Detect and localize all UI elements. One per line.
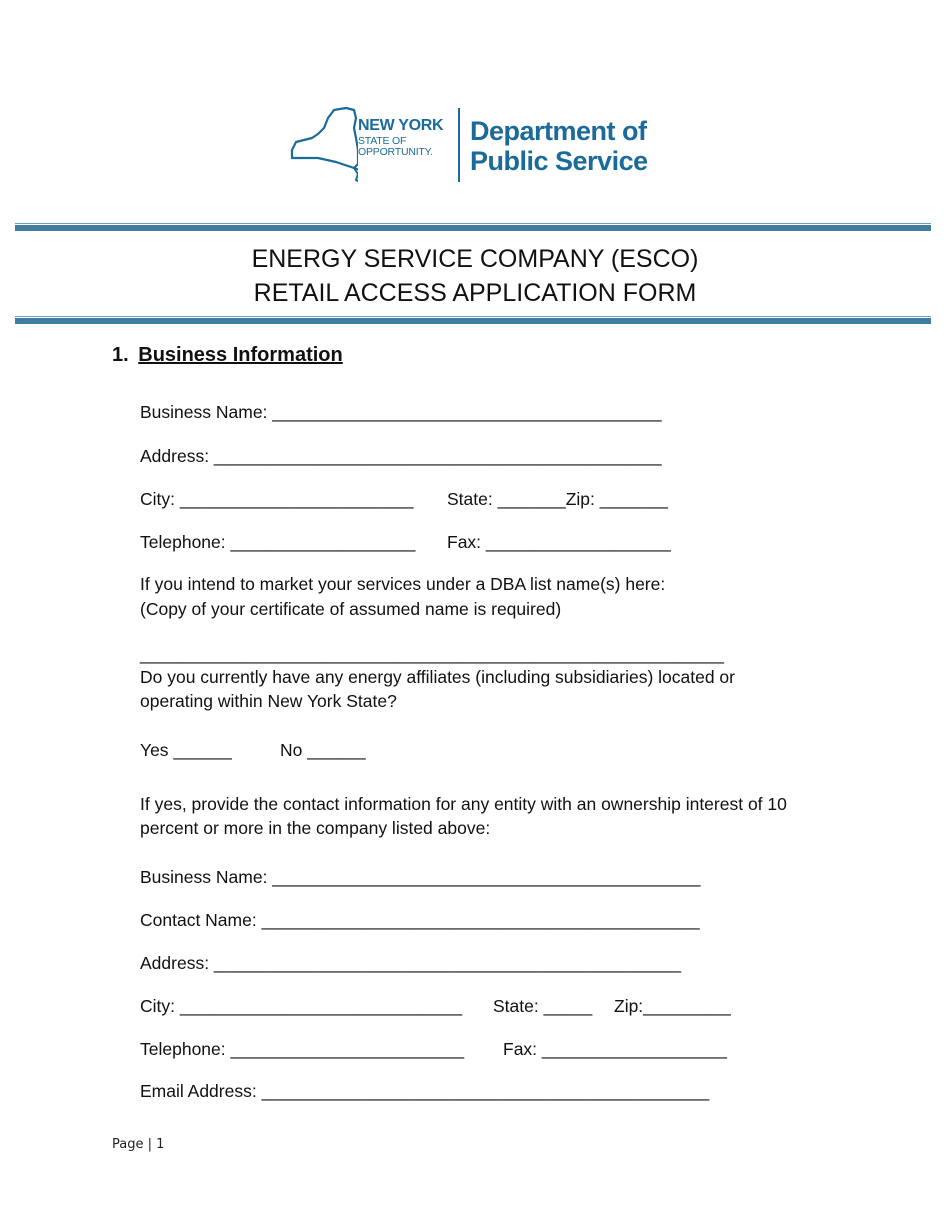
new-york-state-outline-icon — [288, 104, 358, 186]
logo-opportunity-text: OPPORTUNITY. — [358, 146, 433, 158]
address-field[interactable]: Address: ______________________________________________ — [140, 446, 662, 466]
affiliate-fax-field[interactable]: Fax: ___________________ — [503, 1039, 727, 1059]
affiliates-no-field[interactable]: No ______ — [280, 740, 366, 760]
logo-new-york-text: NEW YORK — [358, 117, 444, 134]
dps-logo — [288, 104, 658, 186]
dba-instruction-line1: If you intend to market your services under a DBA list name(s) here: — [140, 574, 666, 594]
affiliate-contact-name-field[interactable]: Contact Name: _____________________________________________ — [140, 910, 700, 930]
logo-public-service-text: Public Service — [470, 146, 648, 176]
affiliate-state-field[interactable]: State: _____ — [493, 996, 593, 1016]
section-title: Business Information — [138, 344, 343, 366]
page-number: Page | 1 — [112, 1137, 165, 1152]
telephone-field[interactable]: Telephone: ___________________ — [140, 532, 416, 552]
business-name-field[interactable]: Business Name: ________________________________________ — [140, 402, 662, 422]
city-field[interactable]: City: ________________________ — [140, 489, 414, 509]
fax-field[interactable]: Fax: ___________________ — [447, 532, 671, 552]
logo-divider — [458, 108, 460, 182]
affiliate-city-field[interactable]: City: _____________________________ — [140, 996, 463, 1016]
top-title-band — [15, 225, 931, 231]
logo-department-text: Department of — [470, 116, 647, 146]
affiliates-question-line1: Do you currently have any energy affiliates (including subsidiaries) located or — [140, 667, 735, 687]
state-zip-field[interactable]: State: _______Zip: _______ — [447, 489, 668, 509]
ifyes-instruction-line1: If yes, provide the contact information for any entity with an ownership interest of 10 — [140, 794, 787, 814]
logo-state-of-text: STATE OF — [358, 135, 407, 147]
affiliates-question-line2: operating within New York State? — [140, 691, 397, 711]
ifyes-instruction-line2: percent or more in the company listed above: — [140, 818, 491, 838]
affiliate-business-name-field[interactable]: Business Name: ____________________________________________ — [140, 867, 701, 887]
affiliates-yes-field[interactable]: Yes ______ — [140, 740, 232, 760]
dba-instruction-line2: (Copy of your certificate of assumed name is required) — [140, 599, 562, 619]
section-number: 1. — [112, 344, 129, 366]
form-title-line2: RETAIL ACCESS APPLICATION FORM — [253, 279, 697, 307]
affiliate-zip-field[interactable]: Zip:_________ — [614, 996, 731, 1016]
affiliate-email-field[interactable]: Email Address: ______________________________________________ — [140, 1081, 710, 1101]
bottom-title-band — [15, 318, 931, 324]
section-heading — [112, 344, 343, 367]
affiliate-address-field[interactable]: Address: ________________________________________________ — [140, 953, 682, 973]
dba-name-field[interactable]: ____________________________________________________________ — [140, 644, 724, 664]
form-title-line1: ENERGY SERVICE COMPANY (ESCO) — [251, 245, 699, 273]
affiliate-telephone-field[interactable]: Telephone: ________________________ — [140, 1039, 465, 1059]
